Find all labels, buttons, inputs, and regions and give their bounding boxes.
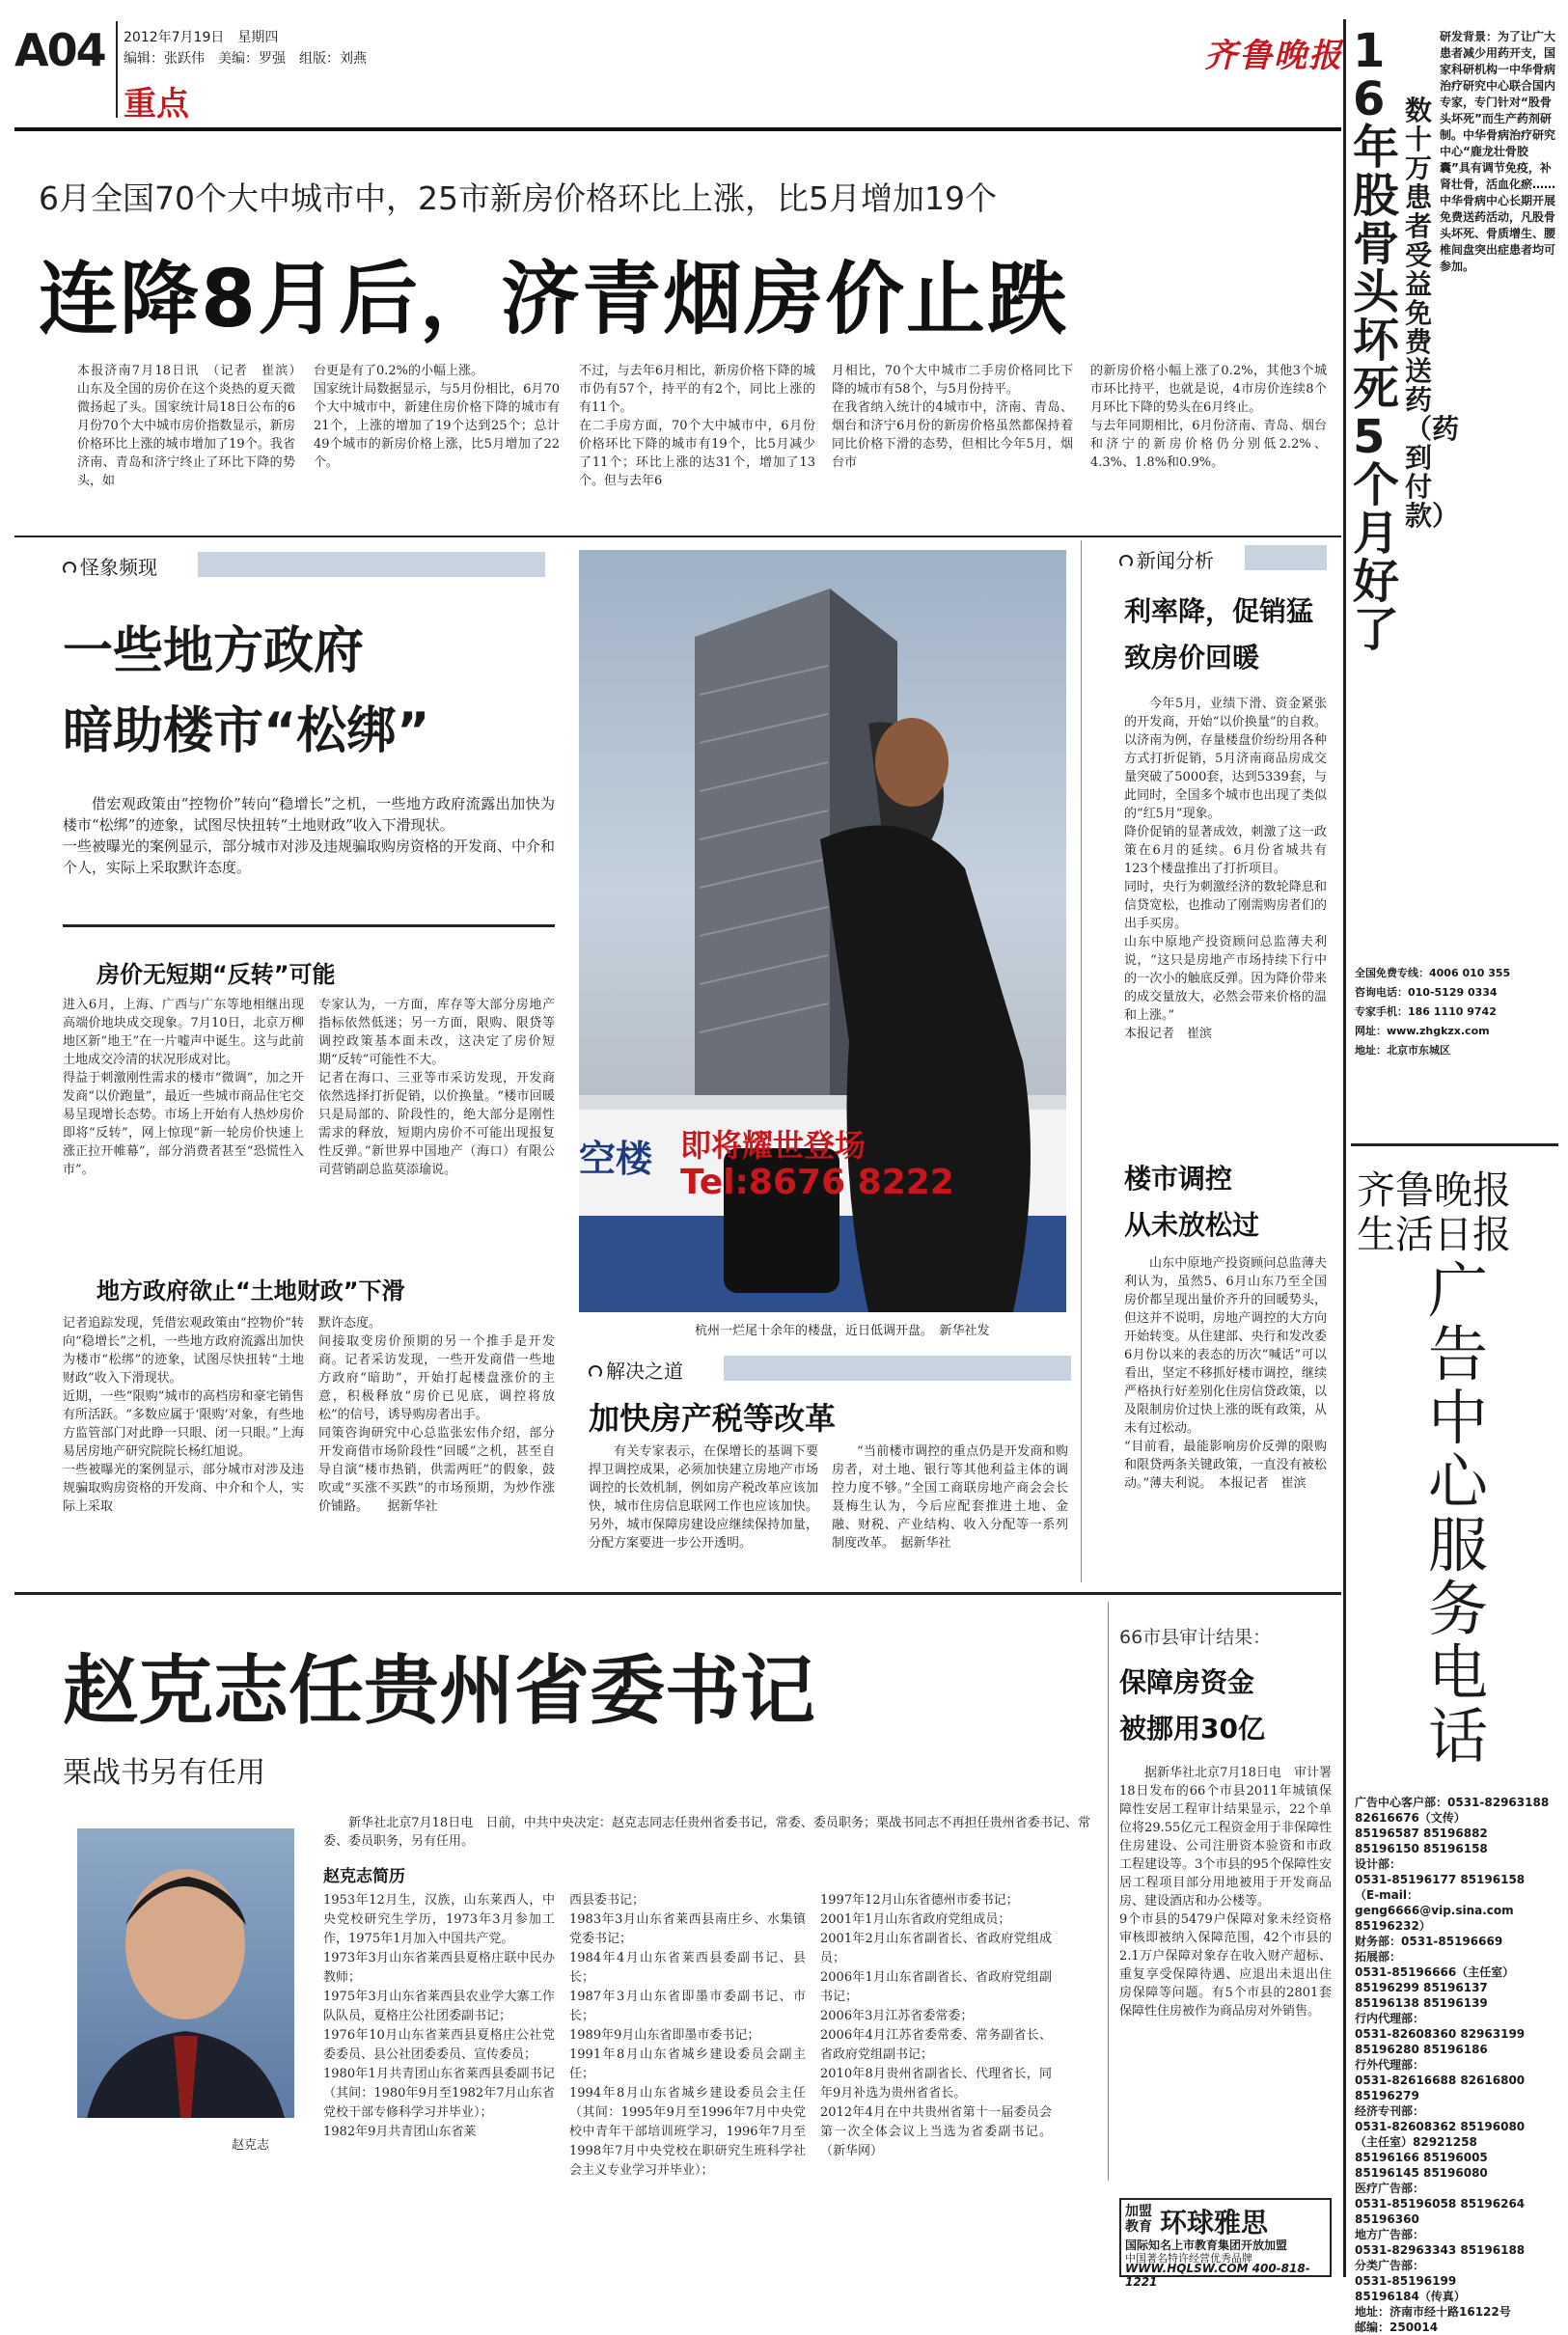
medical-ad-body: 研发背景：为了让广大患者减少用药开支，国家科研机构一中华骨病治疗研究中心联合国内专家，专门针对“股骨头坏死”而生产药剂研制。中华骨病治疗研究中心“鹿龙壮骨胶囊”具有调节免疫，补肾壮骨，活血化瘀……中华骨病中心长期开展免费送药活动，凡股骨头坏死、骨质增生、腰椎间盘突出症患者均可参加。 bbox=[1440, 30, 1556, 273]
zhao-lead: 新华社北京7月18日电 日前，中共中央决定：赵克志同志任贵州省委书记，常委、委员职务；栗战书同志不再担任贵州省委书记、常委、委员职务，另有任用。 bbox=[323, 1816, 1090, 1849]
ad-contact-line: 地方广告部： bbox=[1355, 2228, 1425, 2241]
label-analysis: 新闻分析 bbox=[1119, 545, 1327, 570]
zhao-photo-caption: 赵克志 bbox=[232, 2138, 270, 2153]
ad-contact-line: 广告中心客户部：0531-82963188 82616676（文传） bbox=[1355, 1796, 1550, 1825]
edu-ad[interactable] bbox=[1119, 2198, 1332, 2289]
bio-col-3: 1997年12月山东省德州市委书记； 2001年1月山东省政府党组成员； 2001年2月山东省副省长、省政府党组成员； 2006年1月山东省副省长、省政府党组副书记； 2006年3月江苏省委常委； 2006年4月江苏省委常委、常务副省长、省政府党组副书记； 2010年8月贵州省副省长、代理省长，同年9月补选为贵州省省长。 2012年4月在中共贵州省第十一届委员会第一次全体会议上当选为省委副书记。（新华网） bbox=[820, 1893, 1052, 2158]
label-solution: 解决之道 bbox=[589, 1356, 1071, 1381]
label-dot-icon bbox=[589, 1365, 602, 1379]
edu-tag: 加盟教育 bbox=[1125, 2204, 1152, 2235]
analysis-headline-2: 致房价回暖 bbox=[1124, 642, 1260, 673]
ad-contact-line: 0531-82608360 82963199 bbox=[1355, 2027, 1526, 2041]
ad-contact-line: 设计部： bbox=[1355, 1857, 1402, 1871]
photo-sign-left: 空楼 bbox=[579, 1138, 653, 1180]
ad-contact-line: 0531-82616688 82616800 bbox=[1355, 2074, 1526, 2087]
solution-col-2: “当前楼市调控的重点仍是开发商和购房者，对土地、银行等其他利益主体的调控力度不够。”全国工商联房地产商会会长聂梅生认为，今后应配套推进土地、金融、财税、产业结构、收入分配等一系列制度改革。 据新华社 bbox=[832, 1444, 1068, 1551]
ad-contact-line: 拓展部： bbox=[1355, 1950, 1402, 1964]
ad-contact-line: 85196138 85196139 bbox=[1355, 1996, 1488, 2010]
left-headline-1: 一些地方政府 bbox=[63, 622, 365, 680]
photo-caption: 杭州一烂尾十余年的楼盘，近日低调开盘。 新华社发 bbox=[695, 1324, 990, 1338]
audit-headline-2: 被挪用30亿 bbox=[1119, 1713, 1265, 1744]
photo-sign-text: 即将耀世登场 bbox=[680, 1127, 867, 1164]
bio-col-2: 西县委书记； 1983年3月山东省莱西县南庄乡、水集镇党委书记； 1984年4月山东省莱西县委副书记、县长； 1987年3月山东省即墨市委副书记、市长； 1989年9月山东省即墨市委书记； 1991年8月山东省城乡建设委员会副主任； 1994年8月山东省城乡建设委员会主任（其间：1995年9月至1996年7月中央党校中青年干部培训班学习，1996年7月至1998年7月中央党校在职研究生班科学社会主义专业学习并毕业）； bbox=[569, 1893, 806, 2178]
main-col-2: 台更是有了0.2%的小幅上涨。 国家统计局数据显示，与5月份相比，6月70个大中城市中，新建住房价格下降的城市有21个，上涨的增加了19个达到25个；总计49个城市的新房价格上涨，比5月增加了22个。 bbox=[314, 364, 560, 470]
audit-headline-1: 保障房资金 bbox=[1119, 1666, 1255, 1698]
ad-contact-line: 医疗广告部： bbox=[1355, 2182, 1425, 2195]
section-name: 重点 bbox=[124, 85, 189, 124]
main-kicker: 6月全国70个大中城市中，25市新房价格环比上涨，比5月增加19个 bbox=[39, 179, 997, 217]
analysis-body: 今年5月，业绩下滑、资金紧张的开发商，开始“以价换量”的自救。以济南为例，存量楼盘价纷纷用各种方式打折促销，5月济南商品房成交量突破了5000套，达到5339套，与此同时，全国多个城市也出现了类似的“红5月”现象。 降价促销的显著成效，刺激了这一政策在6月的延续。6月份省城共有123个楼盘推出了打折项目。 同时，央行为刺激经济的数轮降息和信贷宽松，也推动了刚需购房者们的出手买房。 山东中原地产投资顾问总监薄夫利说，“这只是房地产市场持续下行中的一次小的触底反弹。因为降价带来的成交量放大，必然会带来价格的温和上涨。” 本报记者 崔滨 bbox=[1124, 697, 1327, 1041]
audit-body: 据新华社北京7月18日电 审计署18日发布的66个市县2011年城镇保障性安居工程审计结果显示，22个单位将29.55亿元工程资金用于非保障性住房建设、公司注册资本验资和市政工程建设等。3个市县的95个保障性安居工程项目部分用地被用于开发商品房、建设酒店和办公楼等。 9个市县的5479户保障对象未经资格审核即被纳入保障范围，42个市县的2.1万户保障对象存在收入财产超标、重复享受保障待遇、应退出未退出住房保障等问题。有5个市县的2801套保障性住房被作为商品房对外销售。 bbox=[1119, 1766, 1332, 2019]
medical-ad-addr: 地址：北京市东城区 bbox=[1355, 1044, 1450, 1057]
label-dot-icon bbox=[1119, 555, 1133, 568]
ad-service-box bbox=[1351, 1158, 1558, 2334]
bio-title: 赵克志简历 bbox=[323, 1867, 405, 1886]
analysis-body-2: 山东中原地产投资顾问总监薄夫利认为，虽然5、6月山东乃至全国房价都呈现出量价齐升的回暖势头，但这并不说明，房地产调控的大方向开始转变。从住建部、央行和发改委6月份以来的表态的历次“喊话”可以看出，坚定不移抓好楼市调控，继续严格执行好差别化住房信贷政策，以及限制房价过快上涨的既有政策，从未有过松动。 “目前看，最能影响房价反弹的限购和限贷两条关键政策，一直没有被松动。”薄夫利说。 本报记者 崔滨 bbox=[1124, 1256, 1327, 1491]
ad-contact-line: （主任室）82921258 bbox=[1355, 2135, 1477, 2149]
solution-headline: 加快房产税等改革 bbox=[589, 1400, 837, 1437]
zhao-subhead: 栗战书另有任用 bbox=[63, 1756, 265, 1790]
edu-web: 中国著名特许经营优秀品牌 bbox=[1125, 2252, 1252, 2265]
medical-ad-sub: 数十万患者受益 免费送药（药到付款） bbox=[1405, 95, 1460, 532]
left-s1-col-2: 专家认为，一方面，库存等大部分房地产指标依然低迷；另一方面，限购、限贷等调控政策基本面未改，这决定了房价短期“反转”可能性不大。 记者在海口、三亚等市采访发现，开发商依然选择打折促销，以价换量。“楼市回暖只是局部的、阶段性的，绝大部分是刚性需求的释放，短期内房价不可能出现报复性反弹。”新世界中国地产（海口）有限公司营销副总监莫添瑜说。 bbox=[318, 998, 555, 1177]
edu-tel: WWW.HQLSW.COM 400-818-1221 bbox=[1125, 2262, 1310, 2289]
main-col-4: 月相比，70个大中城市二手房价格同比下降的城市有58个，与5月份持平。 在我省纳入统计的4城市中，济南、青岛、烟台和济宁6月份的新房价格虽然都保持着同比价格下滑的态势，但相比今年5月，烟台市 bbox=[832, 364, 1073, 470]
main-col-1: 本报济南7月18日讯 （记者 崔滨） 山东及全国的房价在这个炎热的夏天微微扬起了头。国家统计局18日公布的6月份70个大中城市房价指数显示，新房价格环比上涨的城市增加了19个。我省济南、青岛和济宁终止了环比下降的势头，如 bbox=[77, 364, 309, 488]
ad-paper-1: 齐鲁晚报 bbox=[1357, 1168, 1511, 1213]
edu-name: 环球雅思 bbox=[1160, 2207, 1269, 2239]
analysis-headline-4: 从未放松过 bbox=[1124, 1209, 1260, 1241]
ad-contact-line: 0531-85196058 85196264 bbox=[1355, 2197, 1526, 2211]
photo-tel-text: Tel:8676 8222 bbox=[680, 1163, 954, 1202]
left-sub-2: 地方政府欲止“土地财政”下滑 bbox=[96, 1277, 405, 1305]
ad-contact-line: 85196184（传真） bbox=[1355, 2290, 1466, 2303]
medical-ad-headline: 16年股骨头坏死 5个月好了 bbox=[1353, 24, 1400, 657]
medical-ad[interactable] bbox=[1351, 19, 1558, 1139]
ad-contact-line: （E-mail：geng6666@vip.sina.com 85196232） bbox=[1355, 1888, 1514, 1933]
label-guaixiang: 怪象频现 bbox=[63, 552, 545, 577]
ad-contact-line: 85196299 85196137 bbox=[1355, 1981, 1488, 1994]
zhao-photo bbox=[77, 1828, 294, 2118]
ad-contact-line: 地址：济南市经十路16122号 bbox=[1355, 2305, 1511, 2319]
page-number: A04 bbox=[14, 24, 105, 76]
ad-contact-line: 财务部：0531-85196669 bbox=[1355, 1935, 1503, 1948]
ad-contact-list bbox=[1355, 1795, 1555, 2335]
editors-line: 编辑：张跃伟 美编：罗强 组版：刘燕 bbox=[124, 51, 367, 67]
main-headline: 连降8月后，济青烟房价止跌 bbox=[39, 254, 1069, 345]
zhao-headline: 赵克志任贵州省委书记 bbox=[63, 1648, 816, 1735]
audit-kicker: 66市县审计结果： bbox=[1119, 1627, 1272, 1648]
medical-ad-web: 网址：www.zhgkzx.com bbox=[1355, 1025, 1490, 1037]
ad-vertical-title: 广告中心服务电话 bbox=[1428, 1255, 1489, 1772]
ad-contact-line: 分类广告部： bbox=[1355, 2259, 1425, 2272]
ad-contact-line: 邮编：250014 bbox=[1355, 2321, 1439, 2334]
ad-contact-line: 85196145 85196080 bbox=[1355, 2166, 1488, 2180]
ad-contact-line: 85196150 85196158 bbox=[1355, 1842, 1488, 1855]
ad-contact-line: 85196279 bbox=[1355, 2089, 1419, 2102]
ad-contact-line: 85196166 85196005 bbox=[1355, 2151, 1488, 2164]
medical-ad-phone-1: 咨询电话：010-5129 0334 bbox=[1355, 986, 1498, 999]
masthead-logo: 齐鲁晚报 bbox=[1204, 37, 1343, 75]
left-s2-col-2: 默许态度。 间接取变房价预期的另一个推手是开发商。记者采访发现，一些开发商借一些地方政府“暗助”，开始打起楼盘涨价的主意，积极释放“房价已见底，调控将放松”的信号，诱导购房者出手。 同策咨询研究中心总监张宏伟介绍，部分开发商借市场阶段性“回暖”之机，甚至自导自演“楼市热销，供需两旺”的假象，鼓吹或“买涨不买跌”的市场预期，为炒作涨价铺路。 据新华社 bbox=[318, 1316, 555, 1514]
edu-sub: 国际知名上市教育集团开放加盟 bbox=[1125, 2239, 1288, 2252]
ad-contact-line: 0531-85196666（主任室） bbox=[1355, 1965, 1515, 1979]
zhao-portrait-illustration bbox=[77, 1828, 294, 2118]
medical-ad-phone-2: 专家手机：186 1110 9742 bbox=[1355, 1005, 1497, 1018]
ad-contact-line: 行外代理部： bbox=[1355, 2058, 1425, 2072]
ad-paper-2: 生活日报 bbox=[1357, 1213, 1511, 1257]
ad-contact-line: 0531-85196199 bbox=[1355, 2274, 1457, 2288]
date-line: 2012年7月19日 星期四 bbox=[124, 30, 279, 45]
ad-contact-line: 经济专刊部： bbox=[1355, 2104, 1425, 2118]
solution-col-1: 有关专家表示，在保增长的基调下要捍卫调控成果，必须加快建立房地产市场调控的长效机制，例如房产税改革应该加快，城市住房信息联网工作也应该加快。另外，城市保障房建设应继续保持加量，分配方案要进一步公开透明。 bbox=[589, 1444, 818, 1551]
left-sub-1: 房价无短期“反转”可能 bbox=[96, 961, 336, 988]
ad-contact-line: 85196587 85196882 bbox=[1355, 1827, 1488, 1840]
left-s1-col-1: 进入6月，上海、广西与广东等地相继出现高端价地块成交现象。7月10日，北京万柳地区新“地王”在一片嘘声中诞生。这与此前土地成交冷清的状况形成对比。 得益于刺激刚性需求的楼市“微调”，加之开发商“以价跑量”，最近一些城市商品住宅交易呈现增长态势。市场上开始有人热炒房价即将“反转”，网上惊现“新一轮房价快速上涨正拉开帷幕”，部分消费者甚至“恐慌性入市”。 bbox=[63, 998, 304, 1177]
ad-contact-line: 行内代理部： bbox=[1355, 2012, 1425, 2025]
ad-contact-line: 0531-85196177 85196158 bbox=[1355, 1873, 1526, 1886]
analysis-headline-3: 楼市调控 bbox=[1124, 1163, 1233, 1195]
main-col-5: 的新房价格小幅上涨了0.2%，其他3个城市环比持平，也就是说，4市房价连续8个月环比下降的势头在6月终止。 与去年同期相比，6月份济南、青岛、烟台和济宁的新房价格仍分别低2.2%、4.3%、1.8%和0.9%。 bbox=[1090, 364, 1327, 470]
bio-col-1: 1953年12月生，汉族，山东莱西人，中央党校研究生学历，1973年3月参加工作，1975年1月加入中国共产党。 1973年3月山东省莱西县夏格庄联中民办教师； 1975年3月山东省莱西县农业学大寨工作队队员，夏格庄公社团委副书记； 1976年10月山东省莱西县夏格庄公社党委委员、县公社团委委员、宣传委员； 1980年1月共青团山东省莱西县委副书记（其间：1980年9月至1982年7月山东省党校干部专修科学习并毕业）； 1982年9月共青团山东省莱 bbox=[323, 1893, 555, 2139]
medical-ad-hotline: 全国免费专线：4006 010 355 bbox=[1355, 967, 1511, 979]
label-dot-icon bbox=[63, 562, 76, 575]
analysis-headline-1: 利率降，促销猛 bbox=[1124, 595, 1314, 627]
main-col-3: 不过，与去年6月相比，新房价格下降的城市仍有57个，持平的有2个，同比上涨的有11个。 在二手房方面，70个大中城市中，6月份价格环比下降的城市有19个，比5月减少了11个；环比上涨的达31个，增加了13个。但与去年6 bbox=[579, 364, 815, 488]
ad-contact-line: 0531-82608362 85196080 bbox=[1355, 2120, 1526, 2133]
ad-contact-line: 0531-82963343 85196188 bbox=[1355, 2243, 1526, 2257]
left-headline-2: 暗助楼市“松绑” bbox=[63, 702, 430, 760]
left-lead: 借宏观政策由“控物价”转向“稳增长”之机，一些地方政府流露出加快为楼市“松绑”的迹象，试图尽快扭转“土地财政”收入下滑现状。 一些被曝光的案例显示，部分城市对涉及违规骗取购房资格的开发商、中介和个人，实际上采取默许态度。 bbox=[63, 795, 556, 876]
left-s2-col-1: 记者追踪发现，凭借宏观政策由“控物价”转向“稳增长”之机，一些地方政府流露出加快为楼市“松绑”的迹象，试图尽快扭转“土地财政”收入下滑现状。 近期，一些“限购”城市的高档房和豪宅销售有所活跃。“多数应属于‘限购’对象，有些地方监管部门对此睁一只眼、闭一只眼。”上海易居房地产研究院院长杨红旭说。 一些被曝光的案例显示，部分城市对涉及违规骗取购房资格的开发商、中介和个人，实际上采取 bbox=[63, 1316, 304, 1514]
ad-contact-line: 85196360 bbox=[1355, 2212, 1419, 2226]
ad-contact-line: 85196280 85196186 bbox=[1355, 2043, 1488, 2056]
